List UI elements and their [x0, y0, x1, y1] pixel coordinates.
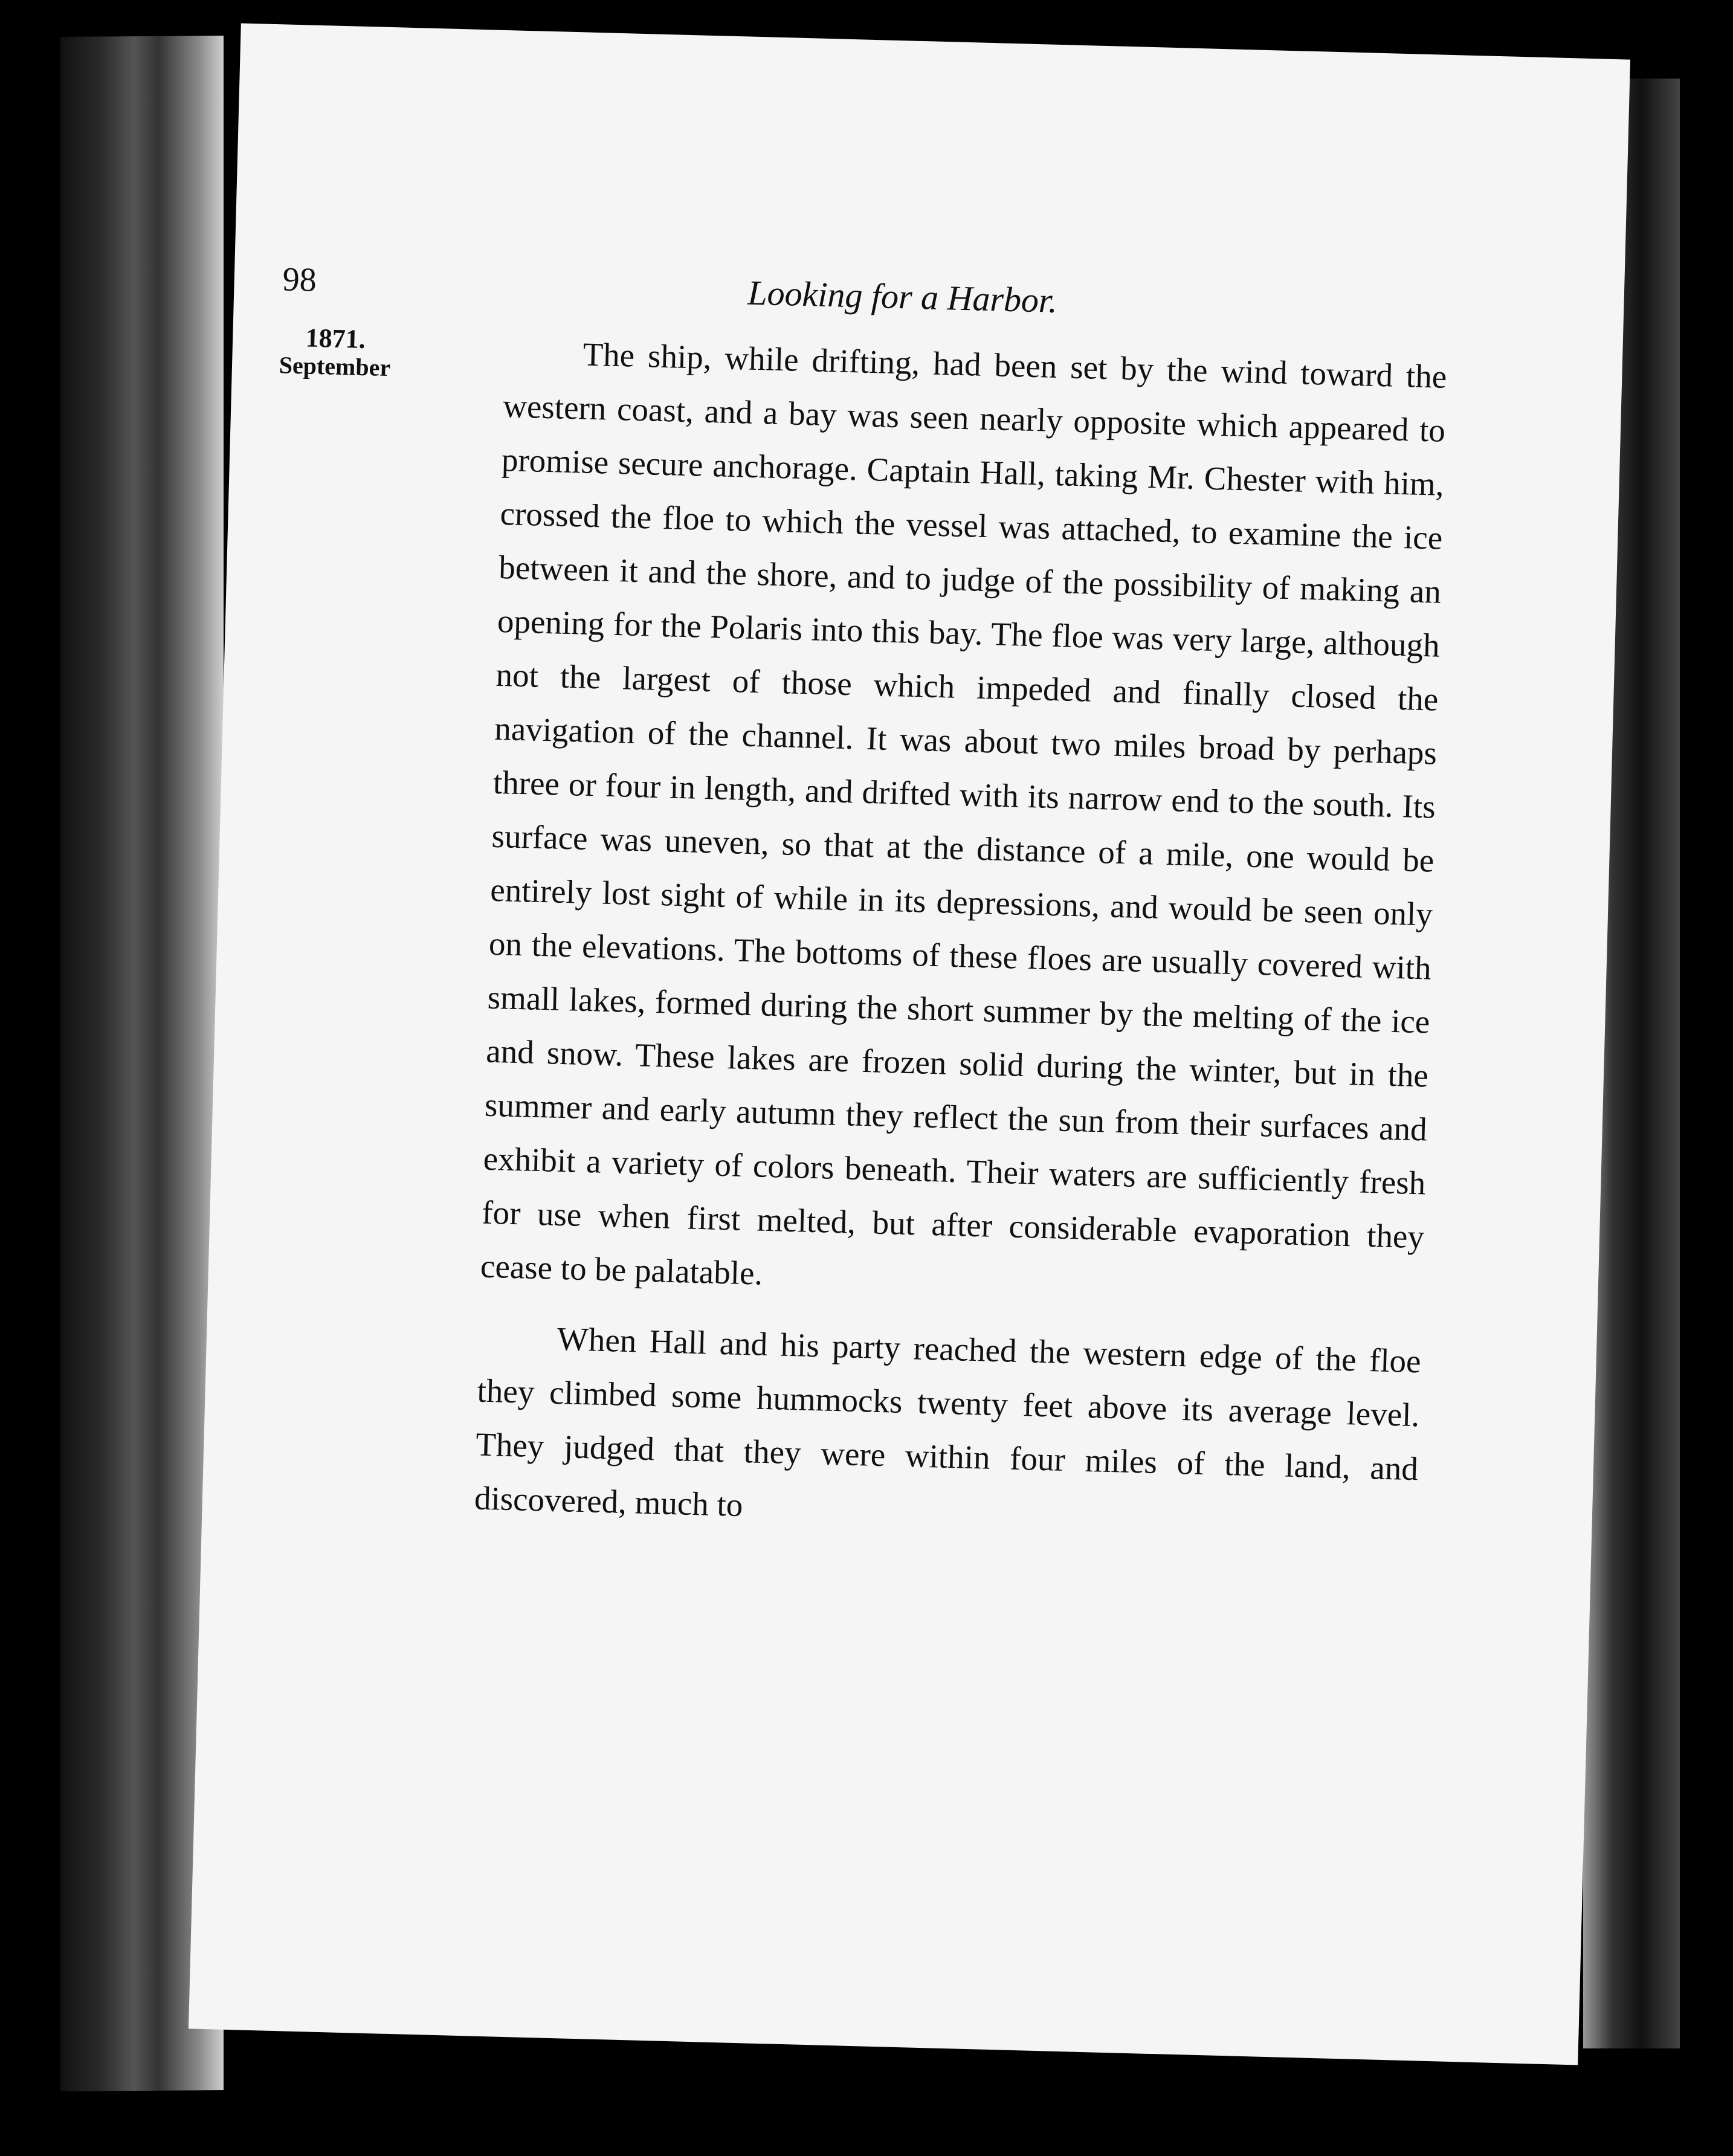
body-paragraph: When Hall and his party reached the western edge of the floe they climbed some hummocks twenty feet above its average level. They judged that they were within four miles of the land, and discovered, much to — [474, 1320, 1422, 1524]
running-title: Looking for a Harbor. — [747, 273, 1058, 320]
page-content — [279, 260, 1449, 1566]
margin-month: September — [279, 351, 391, 382]
book-page — [189, 23, 1630, 2065]
body-paragraph: The ship, while drifting, had been set by the wind toward the western coast, and a bay was seen nearly opposite which appeared to promise secure anchorage. Captain Hall, taking Mr. Chester with him, crossed the floe to which the vessel was attached, to examine the ice between it and the shore, and to judge of the possibility of making an opening for the Polaris into this bay. The floe was very large, although not the largest of those which impeded and finally closed the navigation of the channel. It was about two miles broad by perhaps three or four in length, and drifted with its narrow end to the south. Its surface was uneven, so that at the distance of a mile, one would be entirely lost sight of while in its depressions, and would be seen only on the elevations. The bottoms of these floes are usually covered with small lakes, formed during the short summer by the melting of the ice and snow. These lakes are frozen solid during the winter, but in the summer and early autumn they reflect the sun from their surfaces and exhibit a variety of colors beneath. Their waters are sufficiently fresh for use when first melted, but after considerable evaporation they cease to be palatable. — [480, 335, 1448, 1292]
margin-year: 1871. — [305, 323, 366, 355]
page-number: 98 — [282, 260, 317, 299]
margin-date-note — [262, 323, 408, 382]
